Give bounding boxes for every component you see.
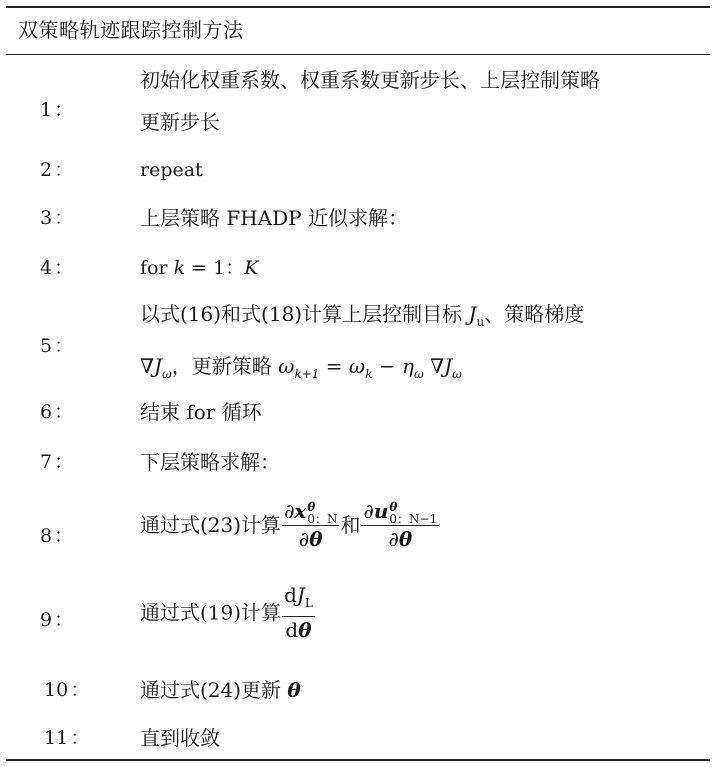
step-number: 5 ： (40, 335, 74, 357)
step-number: 11 ： (44, 727, 90, 749)
step-text-line-2: $\nabla J_\omega$，更新策略 $\omega_{k+1} = \omega_k - \eta_\omega$ $\nabla J_\omega$ (140, 354, 462, 381)
step-number: 2 ： (40, 159, 74, 181)
step-number: 6 ： (40, 401, 74, 423)
step-text (140, 66, 700, 136)
step-text: for k = 1：K (140, 257, 259, 279)
step-number: 7 ： (40, 451, 74, 473)
step-text: repeat (140, 159, 203, 181)
step-text-line-1: 初始化权重系数、权重系数更新步长、上层控制策略 (140, 68, 600, 92)
step-text: 下层策略求解： (140, 450, 280, 474)
fraction-du-dtheta: ∂u θ 0：N−1 ∂θ (363, 499, 438, 551)
header-rule (6, 54, 710, 55)
algorithm-table (6, 6, 710, 761)
step-number: 10 ： (44, 679, 90, 701)
step-text: 直到收敛 (140, 726, 220, 750)
algorithm-title: 双策略轨迹跟踪控制方法 (18, 18, 244, 42)
fraction-dx-dtheta: ∂x θ 0：N ∂θ (284, 499, 338, 551)
bottom-rule (6, 759, 710, 761)
step-text: 结束 for 循环 (140, 400, 262, 424)
step-number: 3 ： (40, 207, 74, 229)
fraction-dJL-dtheta: $\frac{dJ_L}{d\theta}$ (284, 583, 313, 642)
top-rule (6, 6, 710, 8)
step-text-line-2: 更新步长 (140, 110, 220, 134)
step-text-line-1: 以式(16)和式(18)计算上层控制目标 $J_u$、策略梯度 (140, 302, 585, 329)
step-text: 通过式(23)计算 ∂x θ 0：N ∂θ 和 ∂u θ 0：N−1 ∂θ (140, 499, 438, 551)
step-text: 上层策略 FHADP 近似求解： (140, 206, 408, 230)
step-number: 9 ： (40, 609, 74, 631)
step-number: 8 ： (40, 525, 74, 547)
step-text (140, 300, 700, 388)
step-number: 1 ： (40, 99, 74, 121)
step-text: 通过式(24)更新 θ (140, 678, 301, 702)
step-text: 通过式(19)计算 $\frac{dJ_L}{d\theta}$ (140, 583, 313, 642)
step-number: 4 ： (40, 257, 74, 279)
